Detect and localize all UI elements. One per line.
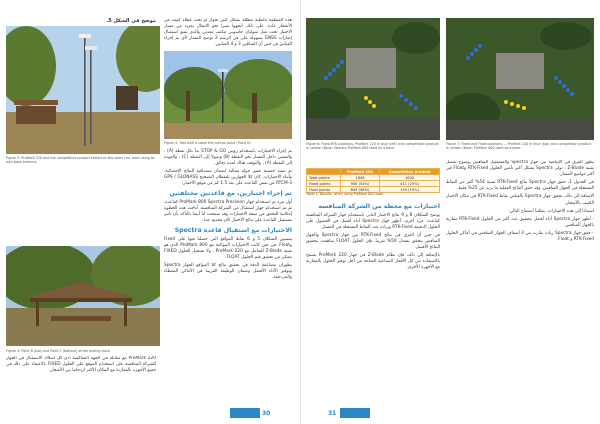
receivers-illustration xyxy=(6,26,160,154)
table-cell: Fixed points xyxy=(307,181,341,187)
table-cell: Float points xyxy=(307,187,341,193)
test-track-photo xyxy=(164,51,292,139)
section-heading-spectra-base: الاختبارات مع استقبال قاعدة Spectra xyxy=(174,227,292,235)
figure-reference: موضح في الشكل 5. xyxy=(106,18,156,24)
section-heading-two-tests: تم إجراء اختبارين، مع قاعدتين مختلفتين xyxy=(169,190,292,198)
fixed-positions-map xyxy=(306,18,440,140)
section-heading-competitor-base: اختبارات مع محطة من الشركة المنافسة xyxy=(318,203,440,210)
figure-5-caption: Figure 5: Test with a same the control point (Point A). xyxy=(164,141,252,146)
figure-7-caption: Figure 7: Fixed and Float positions — ProMark 220 in blue (top) and competition product in yellow. (Base: ProMark 800 used as a base. xyxy=(446,142,592,151)
table-cell: 1848 xyxy=(340,175,379,181)
method-paragraph: تم إجراء الاختبارات باستخدام روتين STOP & GO بدأ بكل نقطة (A) ، والمشي داخل المسار نحو النقطة (B) وصولا إلى النقطة (C) ، والعودة إلى النقطة (A) ، والتوقف هناك لمدة دقائق. xyxy=(164,148,292,166)
intro-paragraph: هذه المنطقة بأغطية مظللة بشكل كبير بجوار أو تحت غطاء كثيف من الأشجار عادة. على ذلك، اتجهوا سيرا نحو الانتقال بمزيد من مسار الاختبار تحت مثل سوليان حاسوبي مكثف معدني والذي يمنع استقبال إشارات GNSS بسهولة على في الرسم 2 توضح المسار لأي تم إجراء القياس في حين أن الشكلين 3 و 4 المبانين. xyxy=(164,18,292,48)
receivers-on-rod-photo xyxy=(6,26,160,154)
z-blade-paragraph: بالإضافة إلى ذلك، فإن نظام Z-Blade في جهاز ProMark 220 يسمح بالاستفادة من كل الأقمار الصناعية المتاحة من أجل توفير الحلول بالمقارنة مع الأجهزة الأخرى. xyxy=(306,253,440,271)
table-cell: 908 (54%) xyxy=(340,181,379,187)
right-footer-bar xyxy=(340,408,370,418)
results-intro-paragraph: ProMark 220 مع مقابلة في الجهة المعاكسة أدى كل أسلاك الاستقبال في الجهاز للشركة المنافسة على استخدام الموقع على الحلول FIXED بالاعتماد على ذلك في جميع الأجهزة بالمقارنة مع المكان الأكثر ازدحاما بين الأشجار. xyxy=(6,356,156,374)
table-cell: 844 (46%) xyxy=(340,187,379,193)
conclusion-bullet-2: - حقق جهاز Spectra زيادة تقارب من 3 أضعاف الجهاز المنافس في أماكن الحلول RTK-Fixed و Float. xyxy=(446,230,594,243)
right-page-number: 31 xyxy=(328,410,337,417)
page-divider xyxy=(300,0,301,424)
table-cell: 154 (10%) xyxy=(380,187,440,193)
conclusion-intro: استنادا إلى هذه الاختبارات، يمكننا استنتاج التالي: xyxy=(508,208,594,214)
table-cell: Total points xyxy=(307,175,341,181)
figure-3-caption: Figure 3: ProMark 220 and the competitive product tested on the same rod, each using its own base antenna. xyxy=(6,156,155,165)
table-cell: 1632 xyxy=(380,175,440,181)
productivity-paragraph: يظهر الفرق في الإنتاجية بين جهاز Spectra والمستقبل المنافس بوضوح بفضل تقنية Z-Blade . تولى Spectra بشكل أكبر تأمين الحلول RTK-Fixed وFloat في أكثر مواضع المسار. xyxy=(446,160,594,178)
competitor-difference-paragraph: في حين أن الفرق في نتائج RTK-Fixed بين جهاز Spectra والجهاز المنافس يتحقق بمعدل 50% تقريبا، فإن الحلول FLOAT ساهمت بتحقيق النتائج الأفضل. xyxy=(306,232,440,250)
spectra-base-paragraph-2: يظهران مضاعفة الدقة في تحقيق نتائج كلا المواقع الجهاز Spectra وتوفير الأداء الأفضل وضمان الوظيفة القريبة في الأماكن المغطاة والمزدحمة. xyxy=(164,262,292,281)
fixed-float-positions-map xyxy=(446,18,594,140)
competitor-base-paragraph: يوضح الشكلان 8 و 9 نتائج الاختبار الثاني باستخدام جهاز الشركة المنافسة كقاعدة. مرة أخرى، أظهر جهاز Spectra أداء أفضل في الحصول على الحلول الدقيقة RTK-Fixed وزيادة عدد النقاط المسجلة في المسار. xyxy=(306,212,440,230)
table-header-cell: ProMark 220 xyxy=(340,169,379,175)
conclusion-bullet-1: - أظهر جهاز Spectra أداء أفضل بتحقيق عدد أكبر من الحلول RTK-Fixed مقارنة بالجهاز المنافس. xyxy=(446,216,594,228)
figure-4-caption: Figure 4: Point B (top) and Point C (bottom) of the testing track. xyxy=(6,349,111,353)
fixed-rtk-map xyxy=(306,18,440,140)
left-page-bottom-text xyxy=(6,356,156,396)
runs-paragraph: تم تنفيذ خمسة عشر جولة متتالية لضمان مصداقية النتائج الإحصائية. وأثناء الاختبارات، كان كلا الجهازين يلتقطان التصحيح GPS / GLONASS RTCM-3 من نفس القاعدة على بعد 1.5 كم من موقع الاختبار. xyxy=(164,168,292,187)
table-caption: Table 1: Results, when using ProMark 800 base xyxy=(306,192,384,196)
test-track-illustration xyxy=(164,51,292,139)
bases-paragraph: أول مرة تم استخدام جهاز ProMark 800 Spectra Precision كقاعدة، ثم تم استخدام جهاز استقبال من الشركة المنافسة. أتاحت هذه الخطوة إمكانية التحقق من صحة الاختبارات وقد سمحت لنا أيضا بالتأكد بأن تأثير مستقبل القاعدة على نتائج الاختيار كان محدود جدا. xyxy=(164,199,292,224)
figure-6-caption: Figure 6: Fixed RTK positions, ProMark 220 in blue (left) and competition product in yellow. (Base: Spectra ProMark 800 used as a base. xyxy=(306,142,439,151)
pavilion-illustration xyxy=(6,246,160,346)
right-page-left-column xyxy=(306,200,440,396)
dense-area-paragraph: الإضافة إلى ذلك، تحقق جهاز Spectra بالقياس نقاط RTK-Fixed في مكان الاختبار الكثيف بالأشجار. xyxy=(446,194,594,206)
table-summary-paragraph: في الجدول 1، حقق جهاز Spectra نتائج RTK-Fixed نسبة 54% أكثر من النقاط المسجلة في الجهاز المنافس. وقد حقق النتائج الفعلية ما يزيد عن 25% فقط. xyxy=(446,180,594,192)
table-header-cell: Competition product xyxy=(380,169,440,175)
right-page-right-column xyxy=(446,160,594,396)
fixed-float-map xyxy=(446,18,594,140)
left-page-right-column xyxy=(164,18,292,396)
results-table xyxy=(306,168,440,193)
spectra-base-paragraph: يستبين الشكلان 5 و 6 نقاط المواقع التي حصلنا فيها على Fixed وFloat. في حين كانت الاختبارات المواكبة مع ProMark 800 الذي هو تقنية Z-Blade للتعامل مع ProMark 220 ، ولا تسجيل الحلول FIXED تتمكن من تحقيق قيم الحلول FLOAT. xyxy=(164,236,292,260)
left-footer-bar xyxy=(230,408,260,418)
table-cell: 411 (25%) xyxy=(380,181,440,187)
left-page-number: 30 xyxy=(262,410,271,417)
pavilion-photo xyxy=(6,246,160,346)
